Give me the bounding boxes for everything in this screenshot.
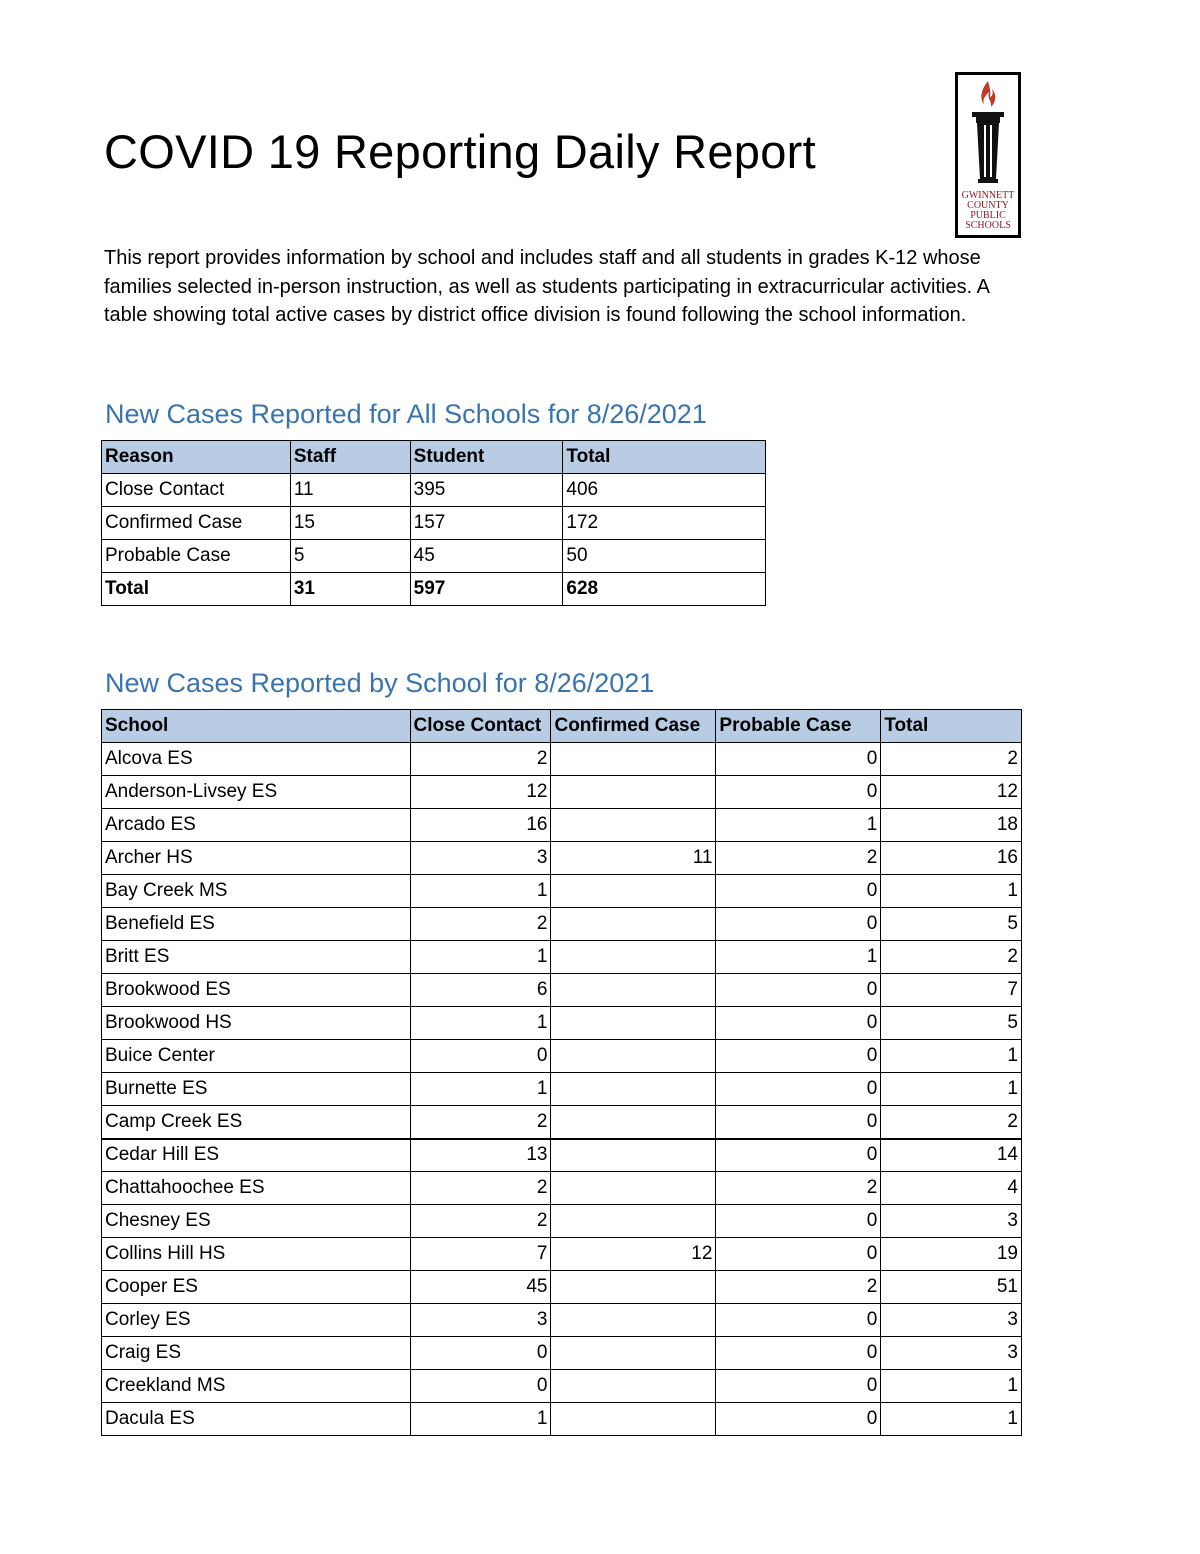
- table-cell: Cedar Hill ES: [102, 1139, 411, 1172]
- table-cell: [551, 1040, 716, 1073]
- table-cell: 1: [716, 809, 881, 842]
- table-cell: 2: [410, 1205, 551, 1238]
- table-row: [102, 507, 766, 540]
- table-cell: Brookwood HS: [102, 1007, 411, 1040]
- table-cell: Dacula ES: [102, 1403, 411, 1436]
- table-header-row: [102, 441, 766, 474]
- table-cell: 1: [410, 941, 551, 974]
- total-cell: 31: [290, 573, 410, 606]
- table-cell: 2: [410, 1106, 551, 1139]
- table-cell: 1: [881, 875, 1022, 908]
- table-cell: [551, 1106, 716, 1139]
- table-cell: 0: [716, 974, 881, 1007]
- total-row: [102, 573, 766, 606]
- table-cell: 16: [410, 809, 551, 842]
- table-row: [102, 1040, 1022, 1073]
- table-row: [102, 941, 1022, 974]
- column-header: Confirmed Case: [551, 710, 716, 743]
- table-cell: Benefield ES: [102, 908, 411, 941]
- column-header: Staff: [290, 441, 410, 474]
- table-row: [102, 1106, 1022, 1139]
- column-header: Student: [410, 441, 563, 474]
- table-header-row: [102, 710, 1022, 743]
- table-row: [102, 809, 1022, 842]
- gwinnett-logo: [955, 72, 1021, 238]
- table-cell: 0: [410, 1040, 551, 1073]
- table-cell: Chesney ES: [102, 1205, 411, 1238]
- logo-text: GWINNETT COUNTY PUBLIC SCHOOLS: [961, 190, 1015, 231]
- table-cell: [551, 776, 716, 809]
- table-cell: 1: [881, 1040, 1022, 1073]
- table-cell: Britt ES: [102, 941, 411, 974]
- table-row: [102, 1370, 1022, 1403]
- table-row: [102, 1073, 1022, 1106]
- table-cell: 12: [881, 776, 1022, 809]
- table-cell: Probable Case: [102, 540, 291, 573]
- torch-icon: [958, 75, 1018, 189]
- table-cell: 2: [716, 842, 881, 875]
- table-cell: 5: [881, 908, 1022, 941]
- table-cell: Cooper ES: [102, 1271, 411, 1304]
- table-cell: Collins Hill HS: [102, 1238, 411, 1271]
- table-cell: 1: [881, 1403, 1022, 1436]
- table-cell: 6: [410, 974, 551, 1007]
- table-cell: [551, 875, 716, 908]
- table-cell: 0: [716, 1040, 881, 1073]
- table-row: [102, 540, 766, 573]
- table-cell: [551, 743, 716, 776]
- total-cell: Total: [102, 573, 291, 606]
- table-cell: 2: [716, 1271, 881, 1304]
- table-cell: 45: [410, 540, 563, 573]
- table-row: [102, 743, 1022, 776]
- table-cell: 0: [716, 776, 881, 809]
- table-cell: Close Contact: [102, 474, 291, 507]
- column-header: Total: [881, 710, 1022, 743]
- table-cell: 0: [716, 1337, 881, 1370]
- table-cell: 15: [290, 507, 410, 540]
- column-header: Close Contact: [410, 710, 551, 743]
- by-school-table: [101, 709, 1022, 1436]
- table-row: [102, 1172, 1022, 1205]
- table-cell: 2: [410, 1172, 551, 1205]
- table-cell: [551, 1073, 716, 1106]
- all-schools-title: New Cases Reported for All Schools for 8/26/2021: [105, 399, 707, 429]
- table-row: [102, 1139, 1022, 1172]
- table-cell: 0: [716, 1238, 881, 1271]
- table-cell: 2: [716, 1172, 881, 1205]
- table-cell: Camp Creek ES: [102, 1106, 411, 1139]
- table-cell: Arcado ES: [102, 809, 411, 842]
- table-cell: Alcova ES: [102, 743, 411, 776]
- table-cell: Craig ES: [102, 1337, 411, 1370]
- table-cell: Archer HS: [102, 842, 411, 875]
- table-cell: Creekland MS: [102, 1370, 411, 1403]
- table-cell: 0: [716, 743, 881, 776]
- table-cell: [551, 1271, 716, 1304]
- table-cell: 5: [290, 540, 410, 573]
- table-cell: 2: [881, 1106, 1022, 1139]
- table-cell: 0: [716, 1106, 881, 1139]
- table-cell: 13: [410, 1139, 551, 1172]
- table-cell: 2: [410, 743, 551, 776]
- table-row: [102, 908, 1022, 941]
- table-cell: 7: [410, 1238, 551, 1271]
- table-cell: 1: [410, 1073, 551, 1106]
- table-row: [102, 1337, 1022, 1370]
- table-cell: 11: [551, 842, 716, 875]
- table-cell: 1: [410, 875, 551, 908]
- table-cell: 172: [563, 507, 766, 540]
- table-cell: [551, 941, 716, 974]
- table-row: [102, 1238, 1022, 1271]
- table-cell: 1: [410, 1007, 551, 1040]
- table-cell: [551, 974, 716, 1007]
- table-cell: 5: [881, 1007, 1022, 1040]
- table-cell: 7: [881, 974, 1022, 1007]
- column-header: Total: [563, 441, 766, 474]
- table-cell: 12: [551, 1238, 716, 1271]
- table-row: [102, 1205, 1022, 1238]
- table-cell: 3: [881, 1205, 1022, 1238]
- table-cell: 1: [716, 941, 881, 974]
- table-cell: 16: [881, 842, 1022, 875]
- table-cell: 3: [881, 1337, 1022, 1370]
- column-header: School: [102, 710, 411, 743]
- all-schools-table: [101, 440, 766, 606]
- table-cell: [551, 1370, 716, 1403]
- table-cell: 0: [410, 1337, 551, 1370]
- table-cell: 2: [881, 941, 1022, 974]
- table-cell: Burnette ES: [102, 1073, 411, 1106]
- table-cell: Anderson-Livsey ES: [102, 776, 411, 809]
- table-cell: 0: [716, 1139, 881, 1172]
- table-row: [102, 1304, 1022, 1337]
- table-cell: [551, 1403, 716, 1436]
- table-cell: [551, 908, 716, 941]
- page-title: COVID 19 Reporting Daily Report: [104, 125, 816, 178]
- table-cell: 395: [410, 474, 563, 507]
- table-cell: 0: [410, 1370, 551, 1403]
- table-cell: 14: [881, 1139, 1022, 1172]
- table-cell: Bay Creek MS: [102, 875, 411, 908]
- table-cell: 406: [563, 474, 766, 507]
- total-cell: 597: [410, 573, 563, 606]
- table-cell: Buice Center: [102, 1040, 411, 1073]
- table-cell: 2: [881, 743, 1022, 776]
- table-row: [102, 974, 1022, 1007]
- table-cell: 19: [881, 1238, 1022, 1271]
- table-row: [102, 474, 766, 507]
- table-cell: [551, 1139, 716, 1172]
- table-cell: 50: [563, 540, 766, 573]
- table-cell: [551, 1337, 716, 1370]
- table-row: [102, 776, 1022, 809]
- column-header: Reason: [102, 441, 291, 474]
- table-cell: [551, 1007, 716, 1040]
- table-cell: 51: [881, 1271, 1022, 1304]
- table-cell: 3: [881, 1304, 1022, 1337]
- table-cell: 0: [716, 908, 881, 941]
- table-cell: 3: [410, 1304, 551, 1337]
- table-cell: 3: [410, 842, 551, 875]
- table-cell: [551, 1205, 716, 1238]
- table-cell: 11: [290, 474, 410, 507]
- table-cell: Corley ES: [102, 1304, 411, 1337]
- table-cell: 0: [716, 1304, 881, 1337]
- column-header: Probable Case: [716, 710, 881, 743]
- table-cell: 0: [716, 1007, 881, 1040]
- table-cell: 157: [410, 507, 563, 540]
- table-cell: 4: [881, 1172, 1022, 1205]
- table-cell: 0: [716, 1073, 881, 1106]
- table-cell: 1: [410, 1403, 551, 1436]
- table-cell: Chattahoochee ES: [102, 1172, 411, 1205]
- total-cell: 628: [563, 573, 766, 606]
- table-cell: 0: [716, 1205, 881, 1238]
- table-cell: 12: [410, 776, 551, 809]
- table-row: [102, 875, 1022, 908]
- table-cell: 45: [410, 1271, 551, 1304]
- table-cell: 1: [881, 1073, 1022, 1106]
- table-cell: 0: [716, 875, 881, 908]
- table-row: [102, 1271, 1022, 1304]
- table-cell: 0: [716, 1370, 881, 1403]
- table-cell: 2: [410, 908, 551, 941]
- table-row: [102, 842, 1022, 875]
- table-cell: 0: [716, 1403, 881, 1436]
- table-cell: 18: [881, 809, 1022, 842]
- table-cell: Confirmed Case: [102, 507, 291, 540]
- by-school-title: New Cases Reported by School for 8/26/2021: [105, 668, 655, 698]
- table-cell: [551, 809, 716, 842]
- table-cell: [551, 1304, 716, 1337]
- intro-paragraph: This report provides information by school and includes staff and all students in grades K-12 whose families selected in-person instruction, as well as students participating in extracurricular activities. A table showing total active cases by district office division is found following the school information.: [104, 247, 989, 327]
- table-cell: Brookwood ES: [102, 974, 411, 1007]
- table-cell: 1: [881, 1370, 1022, 1403]
- table-row: [102, 1007, 1022, 1040]
- table-row: [102, 1403, 1022, 1436]
- table-cell: [551, 1172, 716, 1205]
